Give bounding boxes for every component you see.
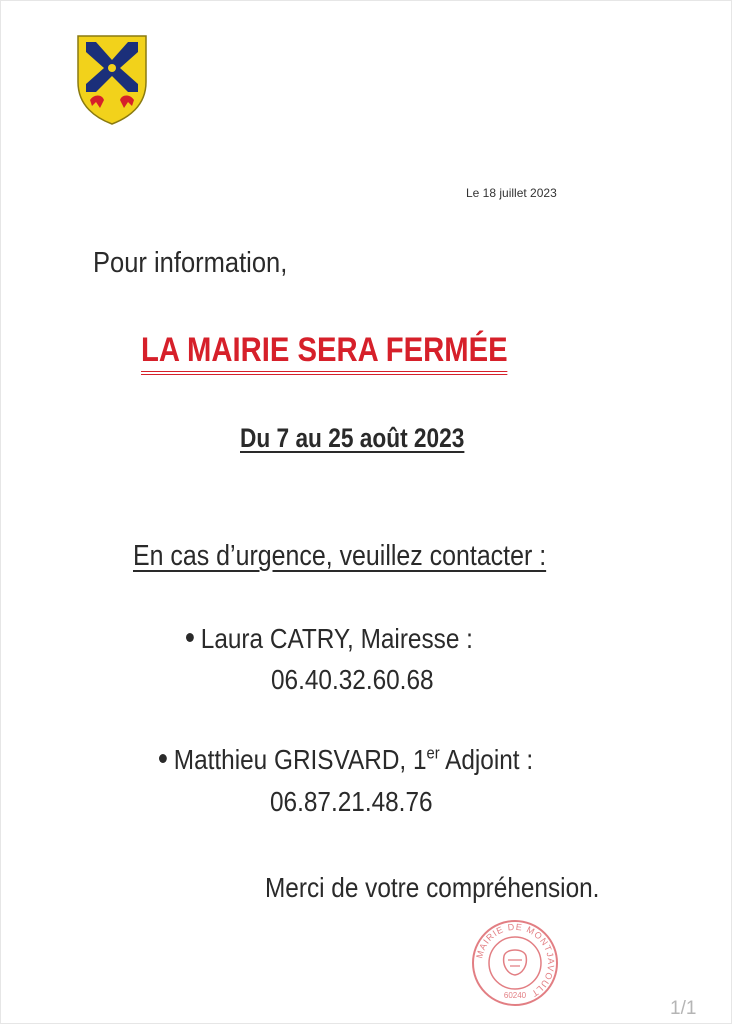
contact-phone-mayor: 06.40.32.60.68: [271, 664, 434, 695]
intro-text: Pour information,: [93, 247, 288, 279]
coat-of-arms-logo: [76, 34, 148, 126]
svg-text:60240: 60240: [503, 991, 527, 1000]
page-indicator: 1/1: [670, 998, 697, 1019]
contact-role: Adjoint :: [439, 744, 534, 775]
contact-name: Matthieu GRISVARD, 1: [173, 744, 427, 775]
ordinal-superscript: er: [426, 743, 440, 763]
contact-item-deputy: [159, 744, 533, 776]
contact-name-role: Laura CATRY, Mairesse :: [200, 623, 473, 654]
closure-headline: LA MAIRIE SERA FERMÉE: [141, 330, 508, 375]
contact-item-mayor: [186, 623, 473, 655]
bullet-icon: [186, 633, 194, 642]
emergency-contact-heading: En cas d’urgence, veuillez contacter :: [133, 540, 547, 572]
closure-period: Du 7 au 25 août 2023: [240, 423, 465, 453]
letter-date: Le 18 juillet 2023: [466, 186, 557, 200]
svg-text:MAIRIE DE MONTJAVOULT: MAIRIE DE MONTJAVOULT: [474, 921, 557, 1000]
contact-phone-deputy: 06.87.21.48.76: [270, 786, 433, 817]
closing-text: Merci de votre compréhension.: [265, 872, 600, 903]
bullet-icon: [159, 754, 167, 763]
town-hall-stamp: [470, 918, 560, 1008]
